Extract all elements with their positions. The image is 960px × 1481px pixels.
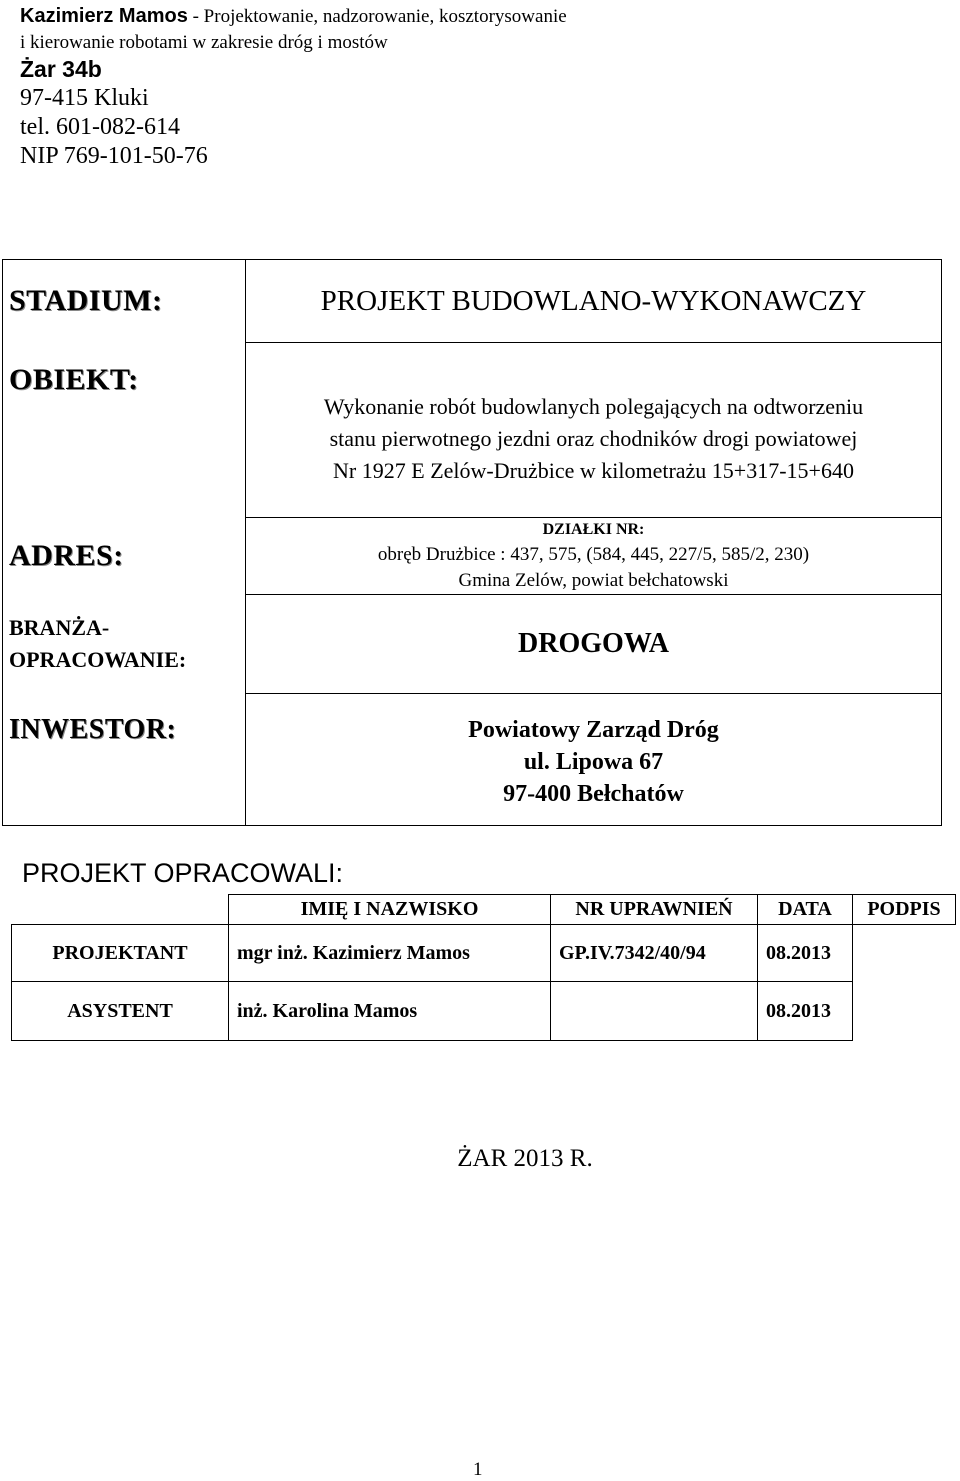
company-phone: tel. 601-082-614 xyxy=(20,114,180,140)
branza-value-cell xyxy=(246,595,942,694)
adres-label: ADRES: xyxy=(9,539,124,572)
team-row-date: 08.2013 xyxy=(758,925,853,982)
company-description-2: i kierowanie robotami w zakresie dróg i mostów xyxy=(20,32,388,53)
team-header-date: DATA xyxy=(758,895,853,925)
company-name: Kazimierz Mamos xyxy=(20,5,188,27)
branza-label-cell xyxy=(3,595,246,694)
team-row-role: PROJEKTANT xyxy=(12,925,229,982)
row-branza xyxy=(3,595,942,694)
obiekt-line-1: Wykonanie robót budowlanych polegających na odtworzeniu xyxy=(323,394,864,419)
team-row-projektant xyxy=(12,925,956,982)
company-street: Żar 34b xyxy=(20,56,102,82)
stadium-label-cell xyxy=(3,260,246,343)
adres-heading: DZIAŁKI NR: xyxy=(542,521,645,538)
inwestor-line-2: ul. Lipowa 67 xyxy=(523,749,664,775)
inwestor-label: INWESTOR: xyxy=(9,713,177,745)
inwestor-label-cell xyxy=(3,694,246,826)
branza-value: DROGOWA xyxy=(518,628,669,659)
obiekt-label-cell xyxy=(3,343,246,518)
team-row-signature xyxy=(853,925,956,982)
branza-label-2: OPRACOWANIE: xyxy=(9,647,187,672)
adres-line-2: Gmina Zelów, powiat bełchatowski xyxy=(458,570,729,591)
page-number: 1 xyxy=(473,1459,483,1480)
team-header-empty xyxy=(12,895,229,925)
team-row-name: inż. Karolina Mamos xyxy=(229,982,551,1041)
obiekt-line-2: stanu pierwotnego jezdni oraz chodników drogi powiatowej xyxy=(329,426,858,451)
project-info-table xyxy=(2,259,942,826)
obiekt-line-3: Nr 1927 E Zelów-Drużbice w kilometrażu 15+317-15+640 xyxy=(333,458,854,483)
inwestor-line-1: Powiatowy Zarząd Dróg xyxy=(468,717,719,743)
team-header-signature: PODPIS xyxy=(853,895,956,925)
team-table xyxy=(11,894,956,1041)
adres-line-1: obręb Drużbice : 437, 575, (584, 445, 227/5, 585/2, 230) xyxy=(377,544,810,565)
row-stadium xyxy=(3,260,942,343)
company-nip: NIP 769-101-50-76 xyxy=(20,143,208,169)
team-row-role: ASYSTENT xyxy=(12,982,229,1041)
team-header-license: NR UPRAWNIEŃ xyxy=(551,895,758,925)
company-description-1: - Projektowanie, nadzorowanie, kosztorysowanie xyxy=(187,6,567,27)
team-row-license: GP.IV.7342/40/94 xyxy=(551,925,758,982)
branza-label-1: BRANŻA- xyxy=(9,615,110,640)
team-header-row xyxy=(12,895,956,925)
obiekt-label: OBIEKT: xyxy=(9,362,139,396)
row-inwestor xyxy=(3,694,942,826)
adres-label-cell xyxy=(3,518,246,595)
company-header xyxy=(20,0,567,171)
row-obiekt xyxy=(3,343,942,518)
stadium-label: STADIUM: xyxy=(9,284,163,318)
company-name-line xyxy=(20,0,567,30)
company-city: 97-415 Kluki xyxy=(20,85,149,111)
stadium-value: PROJEKT BUDOWLANO-WYKONAWCZY xyxy=(320,284,867,317)
team-header-name: IMIĘ I NAZWISKO xyxy=(229,895,551,925)
row-adres xyxy=(3,518,942,595)
stadium-value-cell xyxy=(246,260,942,343)
team-section-title: PROJEKT OPRACOWALI: xyxy=(22,858,344,888)
place-and-year: ŻAR 2013 R. xyxy=(457,1145,593,1172)
adres-value-cell xyxy=(246,518,942,595)
inwestor-value-cell xyxy=(246,694,942,826)
team-row-license xyxy=(551,982,758,1041)
team-row-signature xyxy=(853,982,956,1041)
team-row-asystent xyxy=(12,982,956,1041)
inwestor-line-3: 97-400 Bełchatów xyxy=(503,781,684,807)
team-row-name: mgr inż. Kazimierz Mamos xyxy=(229,925,551,982)
obiekt-value-cell xyxy=(246,343,942,518)
team-row-date: 08.2013 xyxy=(758,982,853,1041)
